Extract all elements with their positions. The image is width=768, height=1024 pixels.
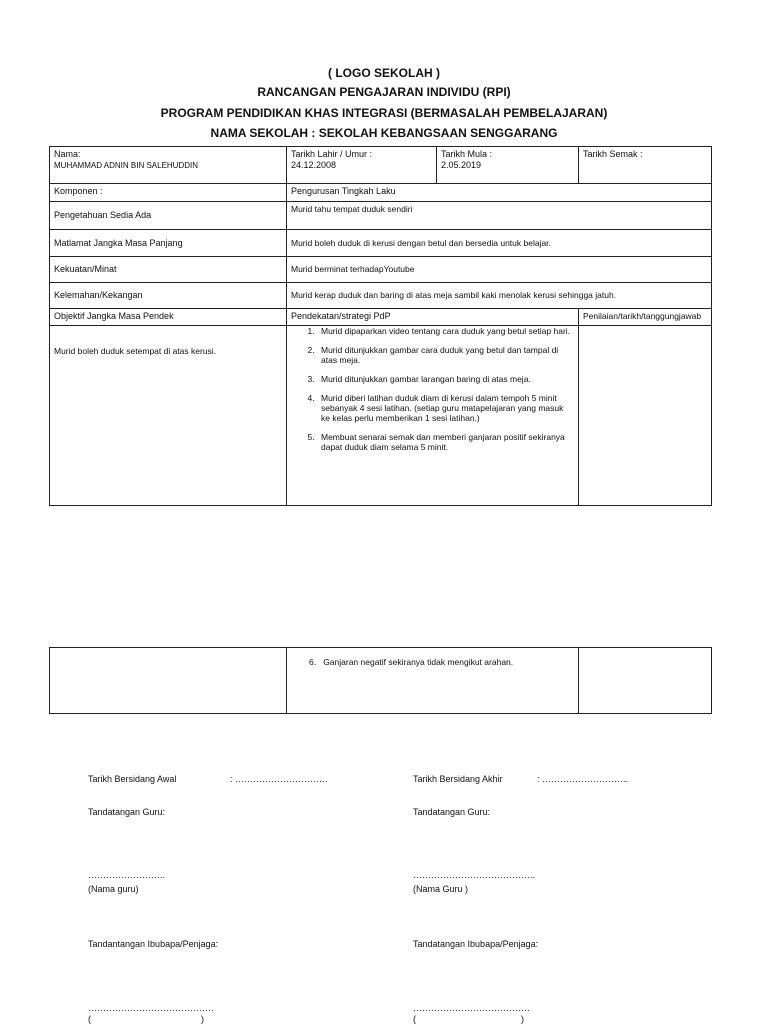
strategi-cell [287,326,579,506]
tarikh-mula-label: Tarikh Mula : [441,149,493,159]
tarikh-akhir-label: Tarikh Bersidang Akhir [413,774,503,784]
continuation-objektif-cell [50,648,287,714]
strategi-step: 3. Murid ditunjukkan gambar larangan baring di atas meja. [317,374,574,384]
pengetahuan-value: Murid tahu tempat duduk sendiri [287,202,712,230]
tarikh-semak-label: Tarikh Semak : [583,149,643,159]
nama-cell [50,147,287,184]
strategi-step: 2. Murid ditunjukkan gambar cara duduk yang betul dan tampal di atas meja. [317,345,574,365]
guru-signature-line-left: …………………….. [88,870,166,880]
matlamat-value: Murid boleh duduk di kerusi dengan betul dan bersedia untuk belajar. [287,230,712,257]
kelemahan-value: Murid kerap duduk dan baring di atas meja sambil kaki menolak kerusi sehingga jatuh. [287,283,712,309]
guru-signature-line-right: ………………………………….. [413,870,536,880]
step6-text: Ganjaran negatif sekiranya tidak mengikut arahan. [323,657,514,667]
tarikh-lahir-label: Tarikh Lahir / Umur : [291,149,373,159]
matlamat-label: Matlamat Jangka Masa Panjang [50,230,287,257]
komponen-label: Komponen : [50,184,287,202]
step6-number: 6. [309,657,317,667]
strategi-step: 4. Murid diberi latihan duduk diam di kerusi dalam tempoh 5 minit sebanyak 4 sesi latihan. (setiap guru matapelajaran yang masuk ke kelas perlu memberikan 1 sesi latihan.) [317,393,574,423]
continuation-strategi-cell [287,648,579,714]
parent-name-parentheses-left: ( ) [88,1014,205,1024]
strategi-header: Pendekatan/strategi PdP [287,309,579,326]
tarikh-lahir-cell [287,147,437,184]
tarikh-mula-cell [437,147,579,184]
kekuatan-label: Kekuatan/Minat [50,257,287,283]
tarikh-awal-value: : …………………………. [230,774,328,784]
strategi-step: 5. Membuat senarai semak dan memberi ganjaran positif sekiranya dapat duduk diam selama 5 minit. [317,432,574,452]
continuation-penilaian-cell [579,648,712,714]
objektif-cell [50,326,287,506]
kelemahan-label: Kelemahan/Kekangan [50,283,287,309]
nama-value: MUHAMMAD ADNIN BIN SALEHUDDIN [54,161,199,170]
strategi-step: 1. Murid dipaparkan video tentang cara duduk yang betul setiap hari. [317,326,574,336]
tarikh-lahir-value: 24.12.2008 [291,160,337,170]
strategi-list [291,326,574,452]
tarikh-awal-label: Tarikh Bersidang Awal [88,774,177,784]
guru-signature-label-left: Tandatangan Guru: [88,807,166,817]
komponen-value: Pengurusan Tingkah Laku [287,184,712,202]
objektif-text: Murid boleh duduk setempat di atas kerusi. [54,346,217,356]
penilaian-header: Penilaian/tarikh/tanggungjawab [579,309,712,326]
tarikh-akhir-value: : ……………………….. [537,774,629,784]
parent-signature-line-right: ………………………………… [413,1003,530,1013]
penilaian-cell [579,326,712,506]
parent-signature-label-left: Tandantangan Ibubapa/Penjaga: [88,939,219,949]
logo-placeholder: ( LOGO SEKOLAH ) [328,66,440,80]
guru-signature-label-right: Tandatangan Guru: [413,807,491,817]
continuation-table [49,647,712,714]
nama-guru-left: (Nama guru) [88,884,139,894]
tarikh-semak-cell [579,147,712,184]
parent-name-parentheses-right: ( ) [413,1014,525,1024]
tarikh-mula-value: 2.05.2019 [441,160,482,170]
main-table [49,146,712,506]
pengetahuan-label: Pengetahuan Sedia Ada [50,202,287,230]
school-name: NAMA SEKOLAH : SEKOLAH KEBANGSAAN SENGGARANG [210,126,558,140]
document-title: RANCANGAN PENGAJARAN INDIVIDU (RPI) [257,85,511,99]
nama-guru-right: (Nama Guru ) [413,884,469,894]
nama-label: Nama: [54,149,81,159]
parent-signature-label-right: Tandatangan Ibubapa/Penjaga: [413,939,539,949]
program-title: PROGRAM PENDIDIKAN KHAS INTEGRASI (BERMASALAH PEMBELAJARAN) [160,106,608,120]
kekuatan-value: Murid berminat terhadapYoutube [287,257,712,283]
objektif-header: Objektif Jangka Masa Pendek [50,309,287,326]
parent-signature-line-left: …………………………………… [88,1003,214,1013]
